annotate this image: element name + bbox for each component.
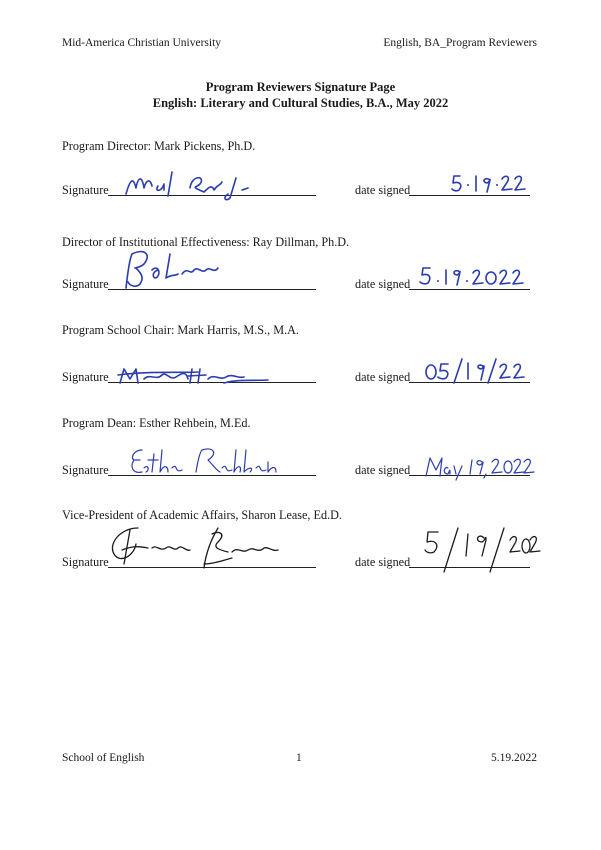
signature-label: Signature	[62, 277, 109, 291]
date-signed-label: date signed	[355, 370, 411, 384]
signature-row-4	[62, 440, 532, 480]
reviewer-role-1: Program Director: Mark Pickens, Ph.D.	[62, 139, 256, 153]
date-handwritten-3	[424, 355, 534, 385]
date-signed-label: date signed	[355, 277, 411, 291]
footer-left: School of English	[62, 752, 145, 764]
page-subtitle: English: Literary and Cultural Studies, B.A., May 2022	[152, 96, 449, 110]
signature-row-5	[62, 532, 532, 572]
header-right: English, BA_Program Reviewers	[383, 37, 537, 49]
date-handwritten-4	[424, 452, 534, 480]
date-handwritten-2	[418, 264, 530, 290]
reviewer-role-2: Director of Institutional Effectiveness: Ray Dillman, Ph.D.	[62, 235, 350, 249]
reviewer-role-3: Program School Chair: Mark Harris, M.S., M.A.	[62, 323, 299, 337]
footer-right: 5.19.2022	[491, 752, 537, 764]
header-left: Mid-America Christian University	[62, 37, 222, 49]
signature-label: Signature	[62, 555, 109, 569]
signature-image-sharon-lease	[108, 524, 308, 570]
signature-row-2	[62, 254, 532, 294]
reviewer-role-4: Program Dean: Esther Rehbein, M.Ed.	[62, 416, 251, 430]
signature-image-mark-harris	[118, 363, 278, 387]
signature-label: Signature	[62, 463, 109, 477]
signature-image-ray-dillman	[118, 248, 238, 292]
signature-row-3	[62, 347, 532, 387]
signature-image-mark-pickens	[124, 168, 284, 202]
signature-row-1	[62, 160, 532, 200]
date-handwritten-1	[450, 170, 530, 196]
page-number: 1	[296, 752, 302, 764]
signature-label: Signature	[62, 183, 109, 197]
page-title: Program Reviewers Signature Page	[205, 80, 396, 94]
signature-image-esther-rehbein	[128, 444, 278, 478]
signature-label: Signature	[62, 370, 109, 384]
date-handwritten-5	[422, 526, 542, 574]
date-signed-label: date signed	[355, 183, 411, 197]
date-signed-label: date signed	[355, 463, 411, 477]
date-signed-label: date signed	[355, 555, 411, 569]
reviewer-role-5: Vice-President of Academic Affairs, Sharon Lease, Ed.D.	[62, 508, 342, 522]
